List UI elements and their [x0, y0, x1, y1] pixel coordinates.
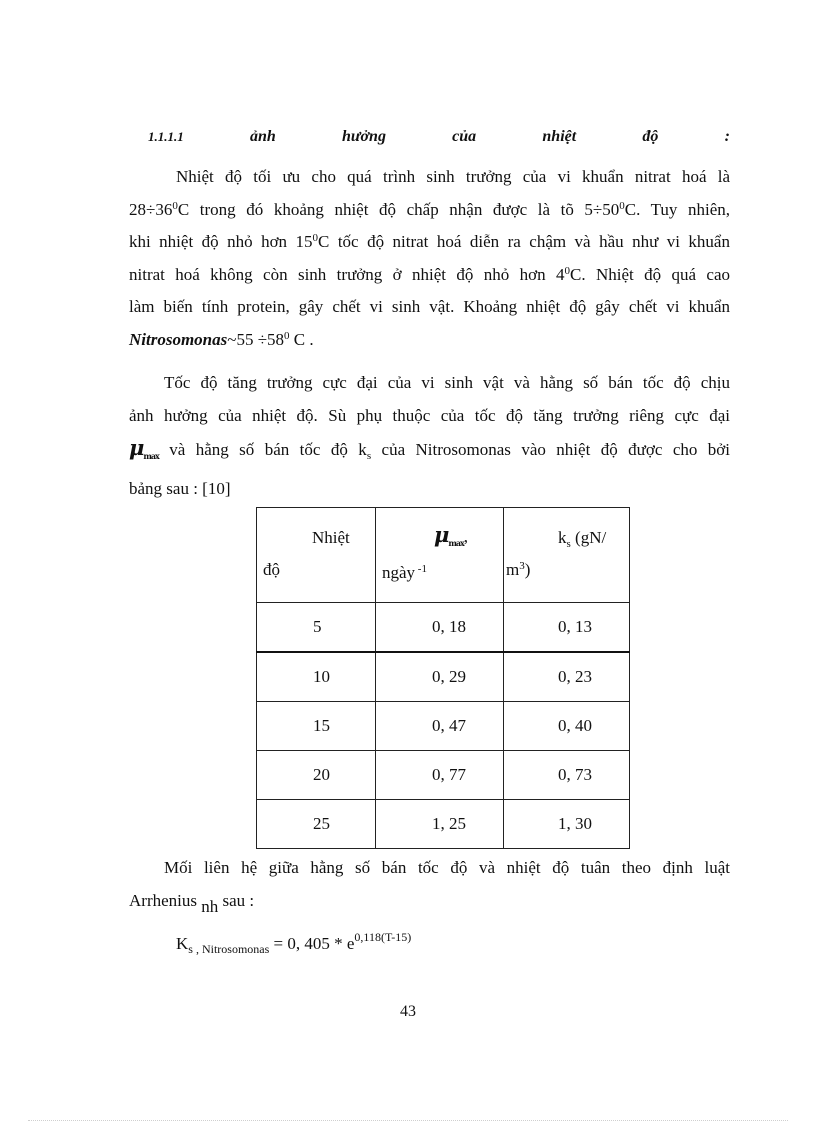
cell-mu-max: 0, 29 — [376, 652, 504, 702]
mu-max-symbol: μmax — [129, 435, 159, 461]
heading-word: : — [724, 128, 730, 145]
cell-ks: 0, 40 — [504, 702, 630, 751]
text-line: $28\div 36^0C$ trong đó khoảng nhiệt độ chấp nhận được là tõ $5\div 50^0C$. Tuy nhiên, — [129, 199, 731, 219]
text-line: Nhiệt độ tối ưu cho quá trình sinh trưởng của vi khuẩn nitrat hoá là — [176, 167, 730, 186]
kinetics-table — [256, 507, 630, 849]
text-line: nitrat hoá không còn sinh trưởng ở nhiệt độ nhỏ hơn $4^0C$. Nhiệt độ quá cao — [129, 264, 730, 284]
heading-word: độ — [642, 128, 659, 145]
text-line: μmax và hằng số bán tốc độ $k_s$ của Nitrosomonas vào nhiệt độ được cho bởi — [129, 435, 731, 462]
heading-word: của — [452, 128, 477, 145]
section-heading — [148, 128, 730, 146]
page-divider — [28, 1120, 788, 1121]
cell-ks: 0, 23 — [504, 652, 630, 702]
cell-mu-max: 0, 47 — [376, 702, 504, 751]
header-ks: $k_s$ (gN/ $m^3$) — [504, 508, 630, 603]
text-line: Mối liên hệ giữa hằng số bán tốc độ và nhiệt độ tuân theo định luật — [164, 858, 730, 877]
text-line: Arrhenius $_{nh}$ sau : — [129, 890, 255, 916]
heading-word: ảnh — [249, 128, 276, 145]
table-row — [257, 800, 630, 849]
cell-ks: 1, 30 — [504, 800, 630, 849]
text-line: Nitrosomonas~55 $\div 58^0$ C . — [129, 329, 314, 349]
table-row — [257, 751, 630, 800]
cell-mu-max: 0, 18 — [376, 603, 504, 653]
section-number: 1.1.1.1 — [148, 129, 184, 144]
cell-mu-max: 0, 77 — [376, 751, 504, 800]
cell-temperature: 5 — [257, 603, 376, 653]
header-mu-max: μmax, ngày $^{-1}$ — [376, 508, 504, 603]
paragraph-growth-rate — [129, 367, 730, 505]
text-line: ảnh hưởng của nhiệt độ. Sù phụ thuộc của tốc độ tăng trưởng riêng cực đại — [129, 405, 730, 425]
cell-ks: 0, 73 — [504, 751, 630, 800]
cell-temperature: 25 — [257, 800, 376, 849]
text-line: làm biến tính protein, gây chết vi sinh vật. Khoảng nhiệt độ gây chết vi khuẩn — [129, 297, 730, 316]
species-name: Nitrosomonas — [129, 329, 228, 349]
text-line: khi nhiệt độ nhỏ hơn $15^0C$ tốc độ nitrat hoá diễn ra chậm và hầu như vi khuẩn — [129, 232, 730, 251]
arrhenius-formula: $K_{s , Nitrosomonas} = 0$, $405 * e^{0,118(T-15)}$ — [176, 930, 412, 956]
cell-temperature: 20 — [257, 751, 376, 800]
table-row — [257, 702, 630, 751]
table-row — [257, 652, 630, 702]
text-line: bảng sau : [10] — [129, 478, 231, 498]
paragraph-temperature-optimum — [129, 161, 730, 356]
page-number: 43 — [400, 1003, 416, 1020]
header-temperature: Nhiệt độ — [257, 508, 376, 603]
cell-temperature: 10 — [257, 652, 376, 702]
cell-temperature: 15 — [257, 702, 376, 751]
table-row — [257, 603, 630, 653]
heading-word: hưởng — [341, 128, 386, 145]
paragraph-arrhenius — [129, 852, 730, 917]
table-header-row — [257, 508, 630, 603]
text-line: Tốc độ tăng trưởng cực đại của vi sinh vật và hằng số bán tốc độ chịu — [164, 373, 730, 392]
cell-mu-max: 1, 25 — [376, 800, 504, 849]
heading-word: nhiệt — [542, 128, 577, 145]
cell-ks: 0, 13 — [504, 603, 630, 653]
